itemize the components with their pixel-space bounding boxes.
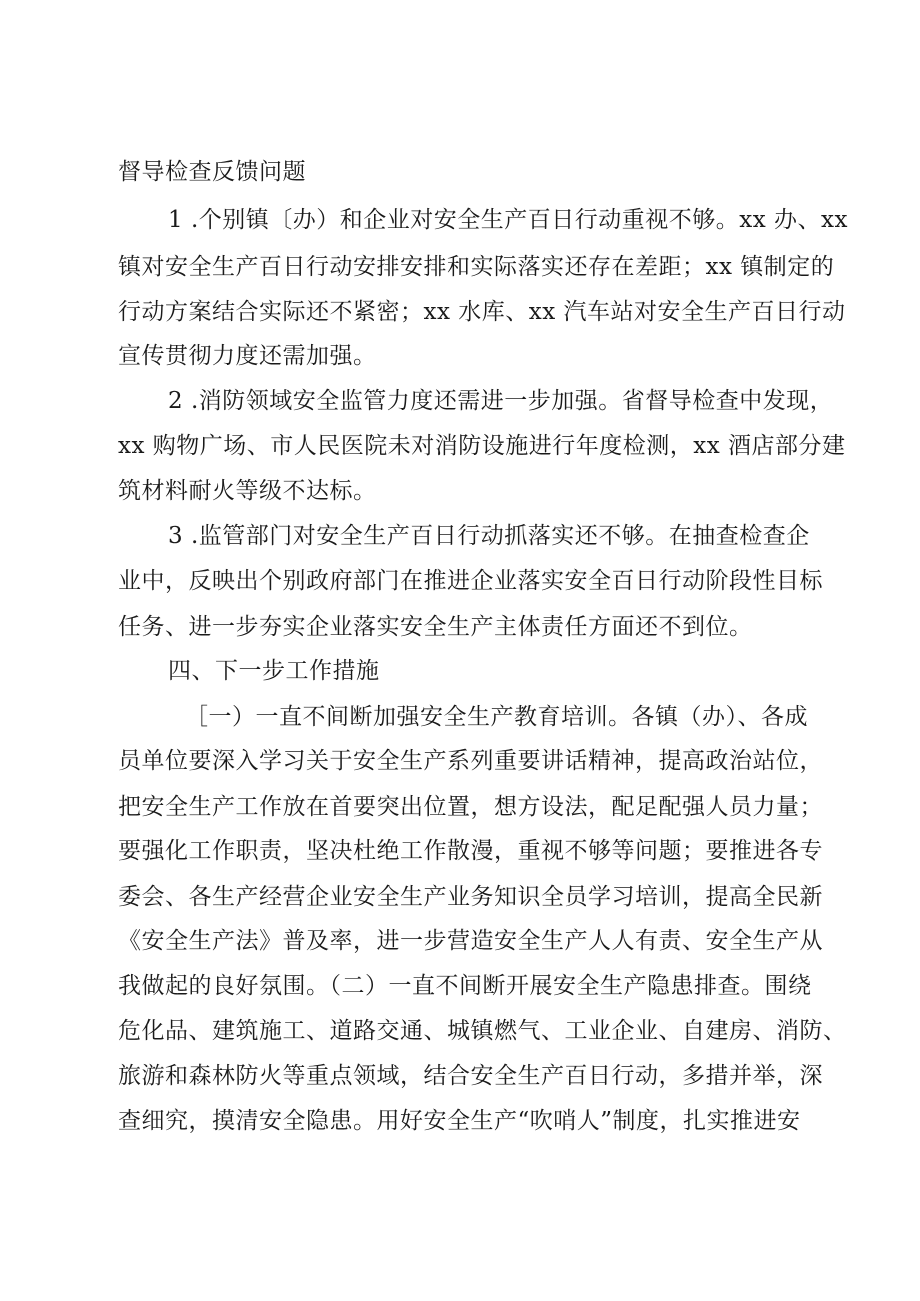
text-line: 2 .消防领域安全监管力度还需进一步加强。省督导检查中发现， (168, 388, 834, 414)
text-line: 筑材料耐火等级不达标。 (118, 478, 377, 504)
text-line: 把安全生产工作放在首要突出位置，想方设法，配足配强人员力量； (118, 794, 823, 820)
section-heading: 督导检查反馈问题 (118, 159, 306, 185)
text-line: 要强化工作职责，坚决杜绝工作散漫，重视不够等问题；要推进各专 (118, 838, 823, 864)
text-line: 员单位要深入学习关于安全生产系列重要讲话精神，提高政治站位， (118, 748, 823, 774)
text-line: 旅游和森林防火等重点领域，结合安全生产百日行动，多措并举，深 (118, 1063, 823, 1089)
text-line: 《安全生产法》普及率，进一步营造安全生产人人有责、安全生产从 (118, 928, 823, 954)
text-line: ［一）一直不间断加强安全生产教育培训。各镇（办）、各成 (185, 704, 808, 730)
text-line: 1 .个别镇〔办）和企业对安全生产百日行动重视不够。xx 办、xx (168, 207, 848, 233)
section-heading: 四、下一步工作措施 (168, 658, 380, 684)
text-line: 我做起的良好氛围。（二）一直不间断开展安全生产隐患排查。围绕 (118, 973, 812, 999)
text-line: 业中，反映出个别政府部门在推进企业落实安全百日行动阶段性目标 (118, 568, 823, 594)
text-line: 3 .监管部门对安全生产百日行动抓落实还不够。在抽查检查企 (168, 523, 810, 549)
text-line: xx 购物广场、市人民医院未对消防设施进行年度检测，xx 酒店部分建 (118, 433, 846, 459)
text-line: 行动方案结合实际还不紧密；xx 水库、xx 汽车站对安全生产百日行动 (118, 299, 846, 325)
text-line: 危化品、建筑施工、道路交通、城镇燃气、工业企业、自建房、消防、 (118, 1018, 847, 1044)
text-line: 查细究，摸清安全隐患。用好安全生产“吹哨人”制度，扎实推进安 (118, 1108, 801, 1134)
text-line: 委会、各生产经营企业安全生产业务知识全员学习培训，提高全民新 (118, 884, 823, 910)
text-line: 任务、进一步夯实企业落实安全生产主体责任方面还不到位。 (118, 614, 753, 640)
text-line: 宣传贯彻力度还需加强。 (118, 343, 377, 369)
text-line: 镇对安全生产百日行动安排安排和实际落实还存在差距；xx 镇制定的 (118, 254, 835, 280)
